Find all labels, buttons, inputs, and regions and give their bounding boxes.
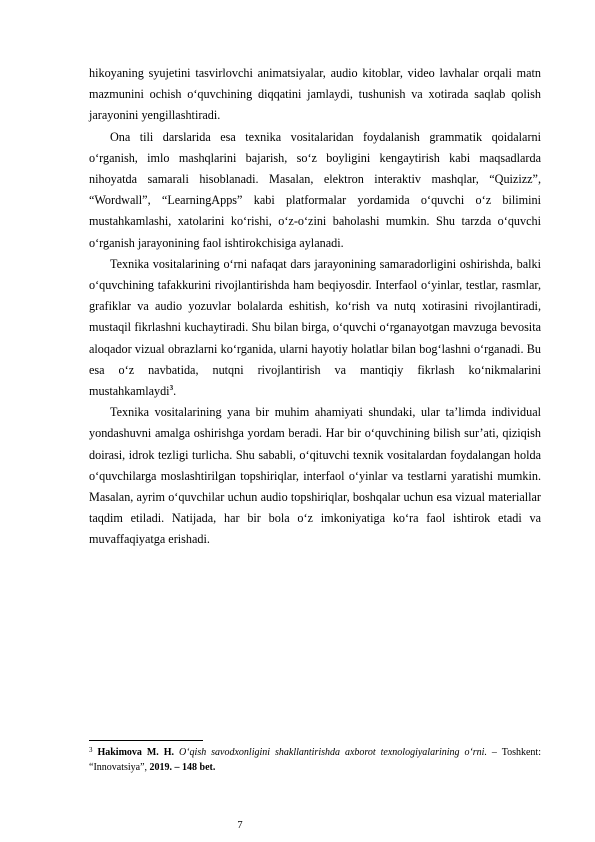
- paragraph-3-end: .: [173, 384, 177, 399]
- footnote-number: 3: [89, 746, 93, 754]
- footnote-author: Hakimova M. H.: [97, 747, 175, 758]
- paragraph-1: hikoyaning syujetini tasvirlovchi animatsiyalar, audio kitoblar, video lavhalar orqali matn mazmunini ochish o‘quvchining diqqatini jamlaydi, tushunish va xotirada saqlab qolish jarayonini yengillashtiradi.: [89, 66, 541, 123]
- paragraph-2: Ona tili darslarida esa texnika vositalaridan foydalanish grammatik qoidalarni o‘rganish, imlo mashqlarini bajarish, so‘z boyligini kengaytirish kabi maqsadlarda nihoyatda samarali hisoblanadi. Masalan, elektron interaktiv mashqlar, “Quizizz”, “Wordwall”, “LearningApps” kabi platformalar yordamida o‘quvchi o‘z bilimini mustahkamlashi, xatolarini ko‘rishi, o‘z-o‘zini baholashi mumkin. Shu tarzda o‘quvchi o‘rganish jarayonining faol ishtirokchisiga aylanadi.: [89, 129, 541, 250]
- footnote-year-pages: 2019. – 148 bet.: [149, 761, 216, 773]
- footnote-publisher: – Toshkent: “Innovatsiya”,: [89, 747, 541, 773]
- page-number: 7: [237, 820, 243, 831]
- paragraph-3: [89, 254, 541, 402]
- footnote-title: O‘qish savodxonligini shakllantirishda axborot texnologiyalarining o‘rni.: [178, 747, 487, 758]
- body-text: [89, 63, 541, 551]
- paragraph-3-text: Texnika vositalarining o‘rni nafaqat dars jarayonining samaradorligini oshirishda, balki o‘quvchining tafakkurini rivojlantirishda ham beqiyosdir. Interfaol o‘yinlar, testlar, rasmlar, grafiklar va audio yozuvlar bolalarda eshitish, ko‘rish va nutq xotirasini rivojlantiradi, mustaqil fikrlashni kuchaytiradi. Shu bilan birga, o‘quvchi o‘rganayotgan mavzuga bevosita aloqador vizual obrazlarni ko‘rganida, ularni hayotiy holatlar bilan bog‘lashni o‘rganadi. Bu esa o‘z navbatida, nutqni rivojlantirish va mantiqiy fikrlash ko‘nikmalarini mustahkamlaydi: [89, 256, 541, 399]
- footnote-reference[interactable]: 3: [169, 384, 174, 393]
- paragraph-4: Texnika vositalarining yana bir muhim ahamiyati shundaki, ular ta’limda individual yondashuvni amalga oshirishga yordam beradi. Har bir o‘quvchining bilish sur’ati, qiziqish doirasi, idrok tezligi turlicha. Shu sababli, o‘qituvchi texnik vositalardan foydalangan holda o‘quvchilarga moslashtirilgan topshiriqlar, interfaol o‘yinlar va testlarni yaratishi mumkin. Masalan, ayrim o‘quvchilar uchun audio topshiriqlar, boshqalar uchun esa vizual materiallar taqdim etiladi. Natijada, har bir bola o‘z imkoniyatiga ko‘ra faol ishtirok etadi va muvaffaqiyatga erishadi.: [89, 405, 541, 547]
- footnote-divider: [89, 740, 203, 741]
- footnote: [89, 743, 541, 775]
